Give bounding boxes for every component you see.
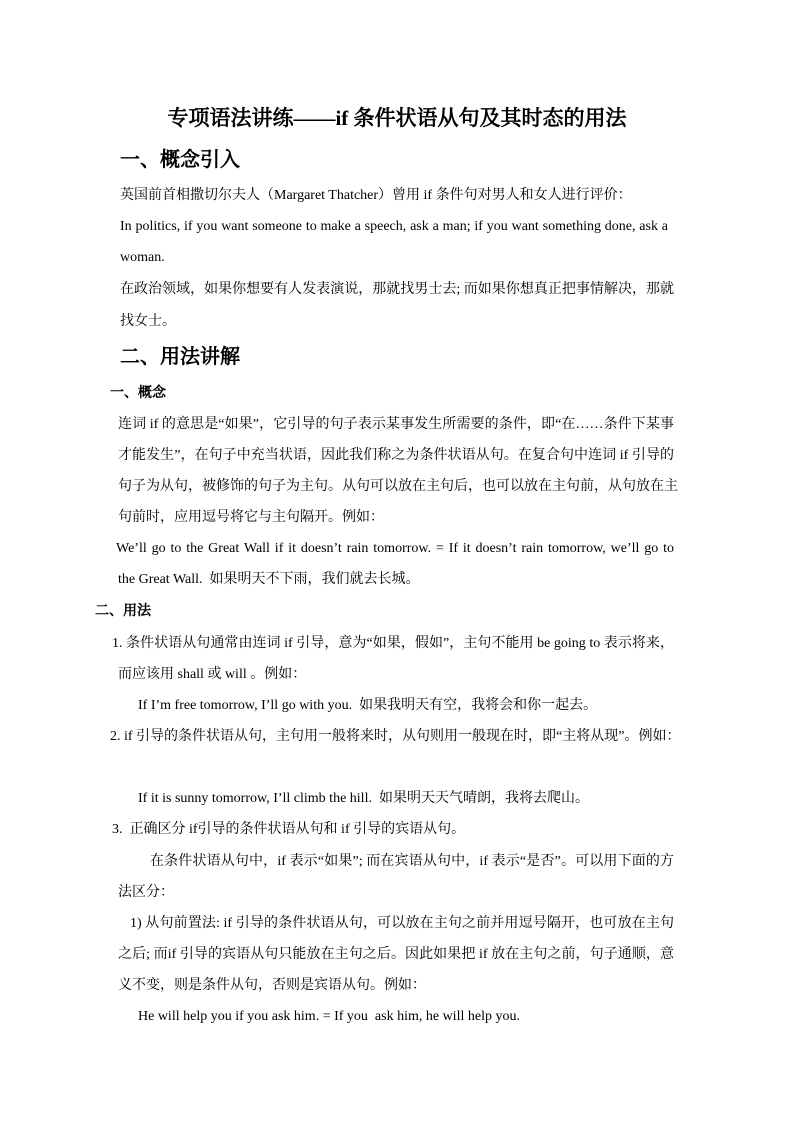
rule3-example: He will help you if you ask him. = If you ask him, he will help you.	[138, 1009, 520, 1024]
section-heading-concept-intro: 一、概念引入	[120, 149, 240, 171]
concept-text-line: 连词 if 的意思是“如果”，它引导的句子表示某事发生所需要的条件，即“在……条件下某事	[118, 417, 674, 432]
rule2-example: If it is sunny tomorrow, I’ll climb the hill. 如果明天天气晴朗，我将去爬山。	[138, 791, 589, 806]
rule1-text-line: 而应该用 shall 或 will 。例如：	[118, 667, 307, 682]
rule3-method-line: 义不变，则是条件从句，否则是宾语从句。例如：	[118, 978, 426, 993]
rule3-method-line: 之后; 而if 引导的宾语从句只能放在主句之后。因此如果把 if 放在主句之前，句子通顺，意	[118, 947, 674, 962]
concept-example-line: the Great Wall. 如果明天不下雨，我们就去长城。	[118, 572, 420, 587]
concept-text-line: 句前时，应用逗号将它与主句隔开。例如：	[118, 510, 384, 525]
rule3-method-line: 1) 从句前置法: if 引导的条件状语从句，可以放在主句之前并用逗号隔开，也可放在主句	[130, 916, 674, 931]
subheading-rules: 二、用法	[95, 604, 151, 619]
concept-text-line: 句子为从句，被修饰的句子为主句。从句可以放在主句后，也可以放在主句前，从句放在主	[118, 479, 678, 494]
quote-en-line: In politics, if you want someone to make a speech, ask a man; if you want something done, ask a	[120, 219, 668, 234]
rule2-text-line: 2. if 引导的条件状语从句，主句用一般将来时，从句则用一般现在时，即“主将从现”。例如：	[110, 729, 681, 744]
quote-zh-line: 找女士。	[120, 314, 176, 329]
rule3-explain-line: 在条件状语从句中，if 表示“如果”; 而在宾语从句中，if 表示“是否”。可以用下面的方	[150, 854, 674, 869]
intro-lead: 英国前首相撒切尔夫人（Margaret Thatcher）曾用 if 条件句对男人和女人进行评价：	[120, 188, 632, 203]
concept-text-line: 才能发生”，在句子中充当状语，因此我们称之为条件状语从句。在复合句中连词 if 引导的	[118, 448, 674, 463]
concept-example-line: We’ll go to the Great Wall if it doesn’t rain tomorrow. = If it doesn’t rain tomorrow, we’ll go to	[116, 541, 674, 556]
section-heading-usage: 二、用法讲解	[120, 346, 240, 368]
document-title: 专项语法讲练——if 条件状语从句及其时态的用法	[167, 106, 627, 130]
rule3-explain-line: 法区分：	[118, 885, 174, 900]
rule3-text-line: 3. 正确区分 if引导的条件状语从句和 if 引导的宾语从句。	[112, 822, 466, 837]
quote-en-line: woman.	[120, 250, 165, 265]
subheading-concept: 一、概念	[110, 386, 166, 401]
quote-zh-line: 在政治领域，如果你想要有人发表演说，那就找男士去; 而如果你想真正把事情解决，那就	[120, 282, 674, 297]
rule1-text-line: 1. 条件状语从句通常由连词 if 引导，意为“如果，假如”，主句不能用 be going to 表示将来，	[112, 636, 674, 651]
rule1-example: If I’m free tomorrow, I’ll go with you. 如果我明天有空，我将会和你一起去。	[138, 698, 598, 713]
